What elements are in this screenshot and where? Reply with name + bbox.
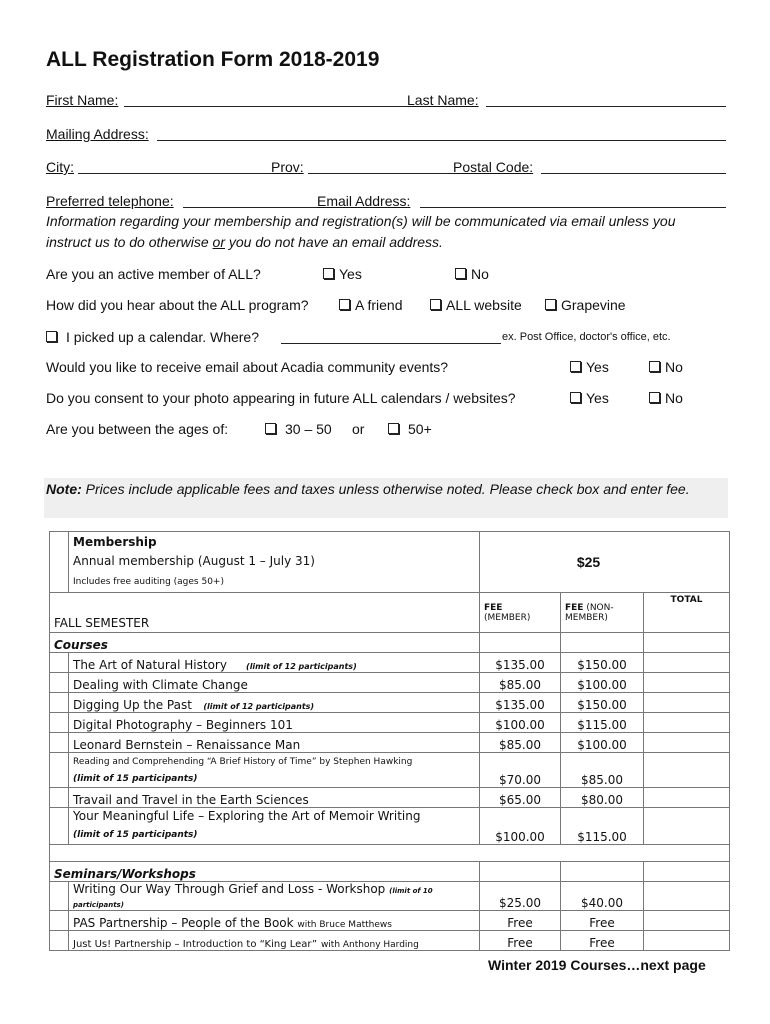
ages-or: or <box>352 421 365 437</box>
checkbox-icon[interactable] <box>339 299 350 310</box>
fee-member-label: (MEMBER) <box>484 613 531 623</box>
seminar-name <box>69 882 480 911</box>
age-30-50-label: 30 – 50 <box>285 421 332 437</box>
table-row <box>50 753 730 788</box>
calendar-where-field[interactable] <box>281 343 501 344</box>
no-label: No <box>665 390 683 406</box>
total-cell[interactable] <box>644 633 730 653</box>
checkbox-cell[interactable] <box>50 882 69 911</box>
nonmember-fee: $40.00 <box>561 882 644 911</box>
course-name <box>69 653 480 673</box>
member-fee: $135.00 <box>480 653 561 673</box>
nonmember-fee: $100.00 <box>561 733 644 753</box>
fall-semester-label: FALL SEMESTER <box>50 593 480 633</box>
acadia-email-yes[interactable] <box>570 359 609 375</box>
prov-label: Prov: <box>271 159 304 175</box>
total-label: TOTAL <box>670 595 703 605</box>
empty-cell <box>480 633 561 653</box>
seminar-name <box>69 931 480 951</box>
total-cell[interactable] <box>644 788 730 808</box>
acadia-email-question: Would you like to receive email about Acadia community events? <box>46 359 449 375</box>
photo-consent-yes[interactable] <box>570 390 609 406</box>
course-title: Reading and Comprehending “A Brief History of Time” by Stephen Hawking <box>73 757 413 767</box>
active-member-question: Are you an active member of ALL? <box>46 266 261 282</box>
course-name: Travail and Travel in the Earth Sciences <box>69 788 480 808</box>
email-field[interactable] <box>420 207 726 208</box>
total-cell[interactable] <box>644 753 730 788</box>
checkbox-icon[interactable] <box>265 423 276 434</box>
seminar-with: with Anthony Harding <box>320 940 419 950</box>
calendar-option[interactable] <box>46 329 259 345</box>
ages-question: Are you between the ages of: <box>46 421 229 437</box>
nonmember-fee: $80.00 <box>561 788 644 808</box>
active-member-yes[interactable] <box>323 266 362 282</box>
age-50-plus-label: 50+ <box>408 421 432 437</box>
info-or: or <box>212 234 225 250</box>
checkbox-cell[interactable] <box>50 931 69 951</box>
nonmember-fee: $115.00 <box>561 713 644 733</box>
empty-cell <box>480 862 561 882</box>
checkbox-icon[interactable] <box>570 361 581 372</box>
postal-code-field[interactable] <box>541 173 726 174</box>
membership-note: Includes free auditing (ages 50+) <box>73 577 224 587</box>
checkbox-cell[interactable] <box>50 673 69 693</box>
hear-about-question: How did you hear about the ALL program? <box>46 297 309 313</box>
table-row <box>50 931 730 951</box>
acadia-email-no[interactable] <box>649 359 683 375</box>
yes-label: Yes <box>339 266 362 282</box>
yes-label: Yes <box>586 359 609 375</box>
table-row <box>50 882 730 911</box>
nonmember-fee: Free <box>561 911 644 931</box>
empty-cell <box>561 633 644 653</box>
spacer-row <box>50 845 730 862</box>
member-fee: Free <box>480 911 561 931</box>
nonmember-fee: $150.00 <box>561 653 644 673</box>
total-cell[interactable] <box>644 653 730 673</box>
membership-title: Membership <box>73 535 157 549</box>
first-name-field[interactable] <box>124 106 408 107</box>
table-row <box>50 911 730 931</box>
mailing-address-label: Mailing Address: <box>46 126 149 142</box>
total-cell[interactable] <box>644 911 730 931</box>
courses-label: Courses <box>50 633 480 653</box>
checkbox-cell[interactable] <box>50 911 69 931</box>
checkbox-icon[interactable] <box>545 299 556 310</box>
checkbox-cell[interactable] <box>50 693 69 713</box>
member-fee: $100.00 <box>480 808 561 845</box>
photo-consent-no[interactable] <box>649 390 683 406</box>
total-cell[interactable] <box>644 808 730 845</box>
yes-label: Yes <box>586 390 609 406</box>
seminar-title: Writing Our Way Through Grief and Loss - Workshop <box>73 882 386 896</box>
checkbox-icon[interactable] <box>570 392 581 403</box>
checkbox-icon[interactable] <box>649 361 660 372</box>
checkbox-cell[interactable] <box>50 808 69 845</box>
table-row <box>50 673 730 693</box>
photo-consent-question: Do you consent to your photo appearing in future ALL calendars / websites? <box>46 390 516 406</box>
age-50-plus-option[interactable] <box>388 421 432 437</box>
grapevine-label: Grapevine <box>561 297 626 313</box>
membership-row <box>50 532 730 593</box>
fee-nonmember-bold: FEE <box>565 603 584 613</box>
seminar-title: PAS Partnership – People of the Book <box>73 916 294 930</box>
seminar-limit: (limit of 10 participants) <box>73 887 433 909</box>
total-cell[interactable] <box>644 733 730 753</box>
member-fee: Free <box>480 931 561 951</box>
member-fee: $85.00 <box>480 733 561 753</box>
spacer-cell <box>50 845 730 862</box>
course-limit: (limit of 15 participants) <box>73 774 198 784</box>
table-row <box>50 788 730 808</box>
postal-code-label: Postal Code: <box>453 159 534 175</box>
first-name-label: First Name: <box>46 92 119 108</box>
course-limit: (limit of 12 participants) <box>246 662 357 671</box>
course-name: Leonard Bernstein – Renaissance Man <box>69 733 480 753</box>
last-name-field[interactable] <box>486 106 726 107</box>
info-line-2 <box>46 234 443 250</box>
friend-label: A friend <box>355 297 403 313</box>
course-name <box>69 753 480 788</box>
checkbox-icon[interactable] <box>323 268 334 279</box>
seminar-name <box>69 911 480 931</box>
checkbox-icon[interactable] <box>46 331 57 342</box>
checkbox-cell[interactable] <box>50 713 69 733</box>
checkbox-icon[interactable] <box>649 392 660 403</box>
checkbox-icon[interactable] <box>430 299 441 310</box>
fee-member-header <box>480 593 561 633</box>
telephone-label: Preferred telephone: <box>46 193 174 209</box>
course-title: Digging Up the Past <box>73 698 192 712</box>
info-line-1: Information regarding your membership and registration(s) will be communicated via email unless you <box>46 213 676 229</box>
total-cell[interactable] <box>644 693 730 713</box>
course-limit: (limit of 12 participants) <box>203 702 315 711</box>
nonmember-fee: $115.00 <box>561 808 644 845</box>
price-note <box>44 478 728 518</box>
course-name: Digital Photography – Beginners 101 <box>69 713 480 733</box>
city-field[interactable] <box>78 173 271 174</box>
age-30-50-option[interactable] <box>265 421 332 437</box>
next-page-footer: Winter 2019 Courses…next page <box>488 957 706 973</box>
course-name <box>69 808 480 845</box>
nonmember-fee: $85.00 <box>561 753 644 788</box>
fee-label: FEE <box>484 603 503 613</box>
member-fee: $100.00 <box>480 713 561 733</box>
checkbox-cell[interactable] <box>50 753 69 788</box>
calendar-hint: ex. Post Office, doctor's office, etc. <box>502 331 671 343</box>
telephone-field[interactable] <box>183 207 317 208</box>
total-header <box>644 593 730 633</box>
member-fee: $85.00 <box>480 673 561 693</box>
seminar-with: with Bruce Matthews <box>297 920 392 930</box>
no-label: No <box>665 359 683 375</box>
city-label: City: <box>46 159 74 175</box>
member-fee: $65.00 <box>480 788 561 808</box>
hear-grapevine-option[interactable] <box>545 297 626 313</box>
membership-price: $25 <box>480 532 730 593</box>
courses-label-row <box>50 633 730 653</box>
table-row <box>50 653 730 673</box>
course-name: Dealing with Climate Change <box>69 673 480 693</box>
fall-semester-header-row <box>50 593 730 633</box>
seminars-label-row <box>50 862 730 882</box>
last-name-label: Last Name: <box>407 92 479 108</box>
fee-nonmember-label: (NON-MEMBER) <box>565 603 614 623</box>
table-row <box>50 713 730 733</box>
seminar-title: Just Us! Partnership – Introduction to “King Lear” <box>73 939 318 950</box>
total-cell[interactable] <box>644 931 730 951</box>
fee-nonmember-header <box>561 593 644 633</box>
nonmember-fee: Free <box>561 931 644 951</box>
total-cell[interactable] <box>644 713 730 733</box>
mailing-address-field[interactable] <box>157 140 726 141</box>
table-row <box>50 808 730 845</box>
no-label: No <box>471 266 489 282</box>
member-fee: $135.00 <box>480 693 561 713</box>
nonmember-fee: $150.00 <box>561 693 644 713</box>
hear-friend-option[interactable] <box>339 297 402 313</box>
empty-cell <box>561 862 644 882</box>
member-fee: $70.00 <box>480 753 561 788</box>
website-label: ALL website <box>446 297 522 313</box>
checkbox-icon[interactable] <box>388 423 399 434</box>
active-member-no[interactable] <box>455 266 489 282</box>
course-title: The Art of Natural History <box>73 658 227 672</box>
member-fee: $25.00 <box>480 882 561 911</box>
course-title: Your Meaningful Life – Exploring the Art of Memoir Writing <box>73 809 421 823</box>
membership-desc: Annual membership (August 1 – July 31) <box>73 554 315 568</box>
checkbox-icon[interactable] <box>455 268 466 279</box>
table-row <box>50 693 730 713</box>
page-title: ALL Registration Form 2018-2019 <box>46 48 380 71</box>
nonmember-fee: $100.00 <box>561 673 644 693</box>
seminars-label: Seminars/Workshops <box>50 862 480 882</box>
checkbox-cell[interactable] <box>50 532 69 593</box>
table-row <box>50 733 730 753</box>
checkbox-cell[interactable] <box>50 733 69 753</box>
info-line-2-end: you do not have an email address. <box>224 234 443 250</box>
prov-field[interactable] <box>308 173 453 174</box>
checkbox-cell[interactable] <box>50 788 69 808</box>
course-name <box>69 693 480 713</box>
checkbox-cell[interactable] <box>50 653 69 673</box>
info-line-2-text: instruct us to do otherwise <box>46 234 213 250</box>
note-label: Note: <box>46 481 82 497</box>
email-label: Email Address: <box>317 193 411 209</box>
courses-table <box>49 531 730 951</box>
course-limit: (limit of 15 participants) <box>73 830 198 840</box>
membership-desc-cell <box>69 532 480 593</box>
total-cell[interactable] <box>644 862 730 882</box>
note-text: Prices include applicable fees and taxes unless otherwise noted. Please check box and enter fee. <box>81 481 690 497</box>
total-cell[interactable] <box>644 882 730 911</box>
total-cell[interactable] <box>644 673 730 693</box>
hear-website-option[interactable] <box>430 297 522 313</box>
calendar-label: I picked up a calendar. Where? <box>66 329 260 345</box>
